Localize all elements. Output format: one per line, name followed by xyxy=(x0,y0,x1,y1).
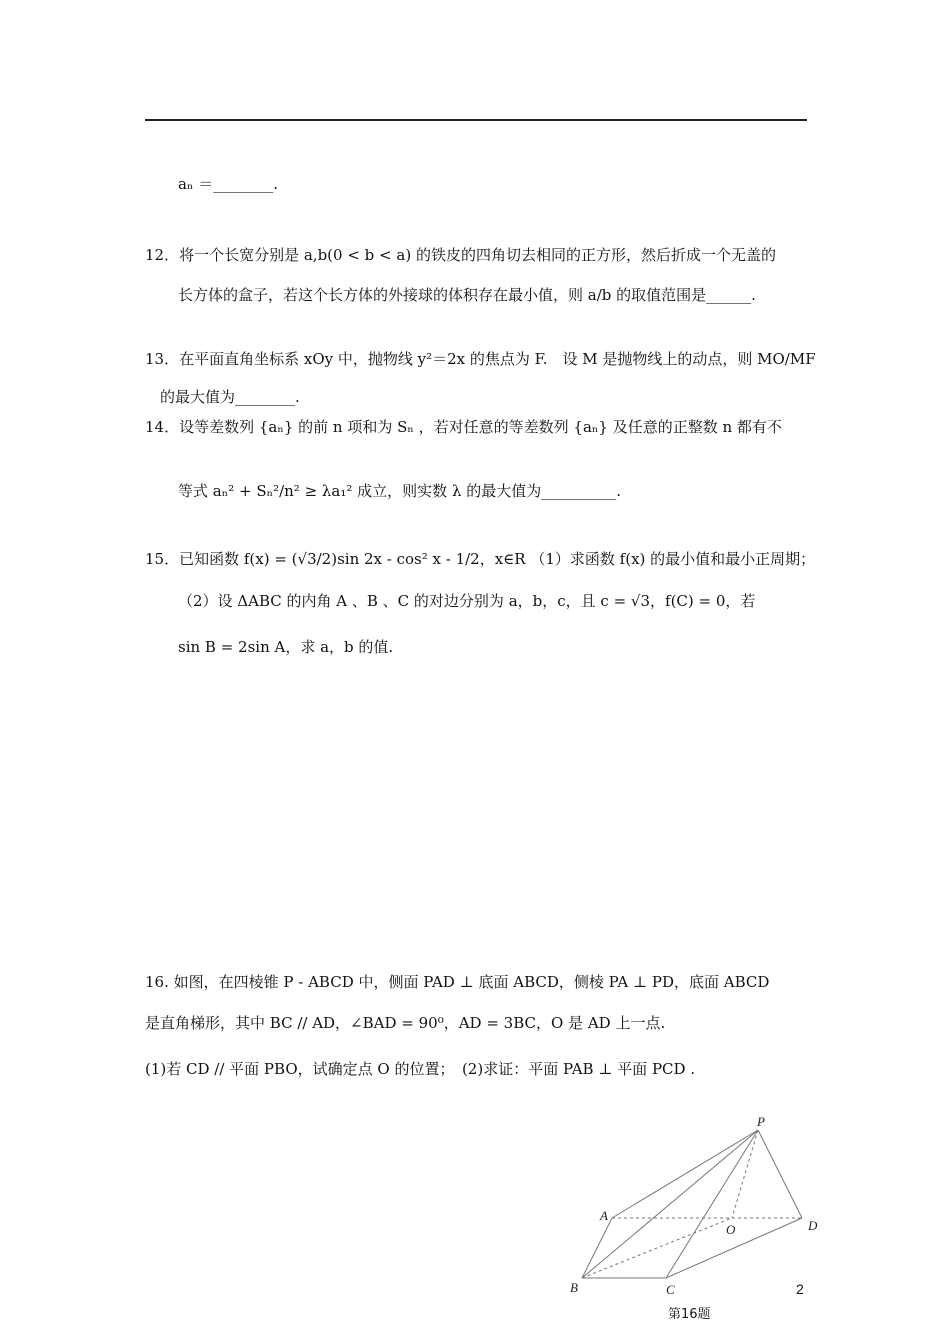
label-O: O xyxy=(726,1222,736,1237)
page-number: 2 xyxy=(796,1281,804,1297)
edge-AB xyxy=(582,1218,612,1278)
q16-line-2: 是直角梯形，其中 BC // AD，∠BAD = 90⁰，AD = 3BC，O 是 AD 上一点. xyxy=(145,1014,666,1032)
label-P: P xyxy=(757,1114,765,1129)
q14-line-2: 等式 aₙ² + Sₙ²/n² ≥ λa₁² 成立，则实数 λ 的最大值为__________. xyxy=(178,482,621,500)
q12-line-2: 长方体的盒子，若这个长方体的外接球的体积存在最小值，则 a/b 的取值范围是______. xyxy=(178,286,756,304)
edge-PA xyxy=(612,1130,758,1218)
q15-line-2: （2）设 ΔABC 的内角 A 、B 、C 的对边分别为 a，b，c，且 c = √3，f(C) = 0，若 xyxy=(178,592,756,610)
label-C: C xyxy=(666,1282,675,1297)
q13-line-1: 13．在平面直角坐标系 xOy 中，抛物线 y²＝2x 的焦点为 F. 设 M 是抛物线上的动点，则 MO/MF xyxy=(145,350,816,368)
label-D: D xyxy=(808,1218,818,1233)
edge-PD xyxy=(758,1130,802,1218)
edge-PB xyxy=(582,1130,758,1278)
label-B: B xyxy=(570,1280,578,1295)
figure-caption: 第16题 xyxy=(668,1307,711,1322)
label-A: A xyxy=(600,1208,608,1223)
q16-line-1: 16. 如图，在四棱锥 P - ABCD 中，侧面 PAD ⊥ 底面 ABCD，侧棱 PA ⊥ PD，底面 ABCD xyxy=(145,973,770,991)
pyramid-figure xyxy=(560,1110,830,1300)
q13-line-2: 的最大值为________. xyxy=(160,388,300,406)
q16-line-3: (1)若 CD // 平面 PBO，试确定点 O 的位置； (2)求证：平面 PAB ⊥ 平面 PCD . xyxy=(145,1060,696,1078)
header-rule xyxy=(145,119,807,121)
q11-answer-line: aₙ ＝________. xyxy=(178,175,278,193)
q12-line-1: 12．将一个长宽分别是 a,b(0 < b < a) 的铁皮的四角切去相同的正方形，然后折成一个无盖的 xyxy=(145,246,776,264)
q14-line-1: 14．设等差数列 {aₙ} 的前 n 项和为 Sₙ ，若对任意的等差数列 {aₙ} 及任意的正整数 n 都有不 xyxy=(145,418,782,436)
q15-line-3: sin B = 2sin A，求 a，b 的值. xyxy=(178,638,394,656)
q15-line-1: 15．已知函数 f(x) = (√3/2)sin 2x - cos² x - 1/2，x∈R （1）求函数 f(x) 的最小值和最小正周期； xyxy=(145,550,816,568)
edge-BO xyxy=(582,1218,732,1278)
edge-PC xyxy=(666,1130,758,1278)
